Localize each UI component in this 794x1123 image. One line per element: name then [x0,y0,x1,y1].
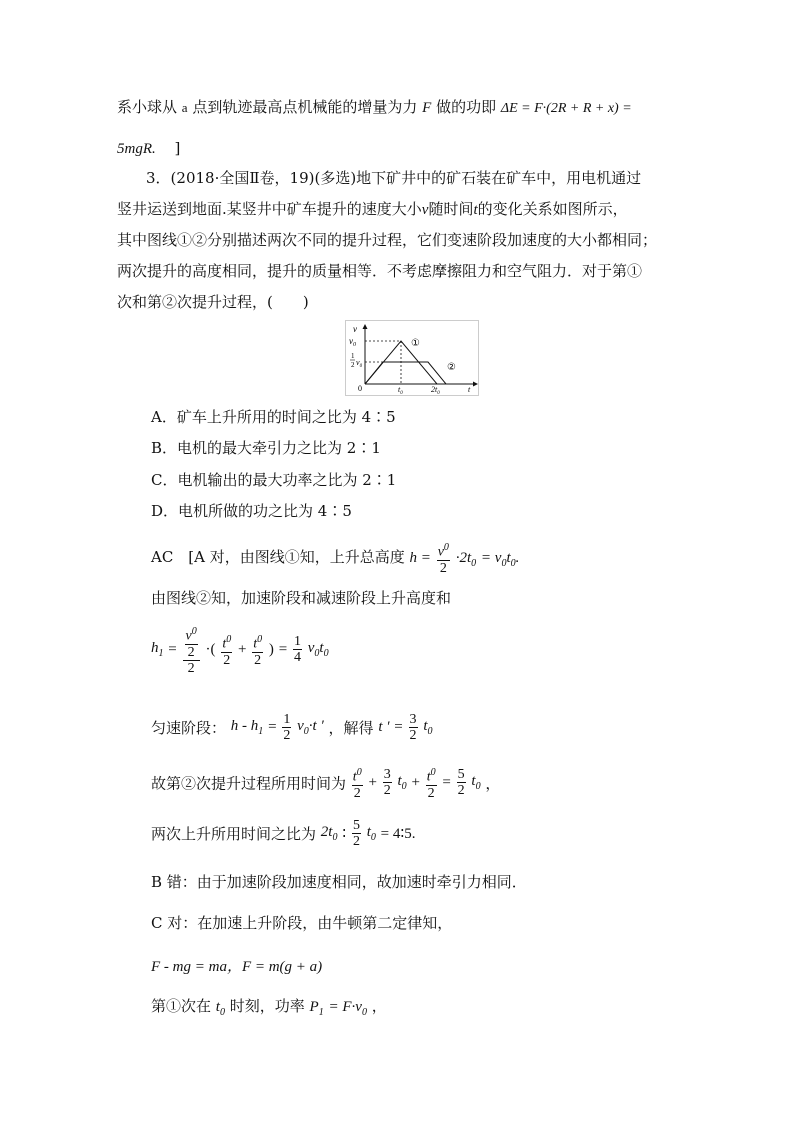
2t0-label: $2t_0$ [431,385,440,396]
option-c: C．电机输出的最大功率之比为 2∶1 [151,471,397,489]
option-b: B．电机的最大牵引力之比为 2∶1 [151,439,381,457]
v0-label: $v_0$ [349,336,356,348]
height-h: h = [409,549,431,566]
intro-text-3: 做的功即 [436,98,497,116]
force-symbol: F [422,100,432,116]
intro-text-1: 系小球从 [117,98,178,116]
option-a: A．矿车上升所用的时间之比为 4∶5 [151,408,396,426]
answer-line-2: 由图线②知，加速阶段和减速阶段上升高度和 [151,589,452,607]
intro-line-1 [117,97,632,119]
energy-formula: ΔE = F·(2R + R + x) = [500,101,632,116]
half-den-label: 2 [351,361,355,369]
fraction-v0-over-2: $\frac{v^0}{2}$ [437,542,449,576]
v-axis-label: v [353,324,357,334]
option-d: D．电机所做的功之比为 4∶5 [151,502,352,520]
question-line-1: 3．(2018·全国Ⅱ卷，19)(多选)地下矿井中的矿石装在矿车中，用电机通过 [146,169,642,187]
answer-b-line: B 错：由于加速阶段加速度相同，故加速时牵引力相同． [151,873,527,891]
question-line-5: 次和第②次提升过程，( ) [117,293,309,311]
power-line: 第①次在 $t_0$ 时刻，功率 $P_1 = F\cdot v_0$ ， [151,997,387,1018]
question-text-2b: 随时间 [428,200,474,218]
point-a-label: a [181,100,188,115]
velocity-time-graph [345,320,479,396]
velocity-symbol: v [421,202,429,218]
total-time-line: 故第②次提升过程所用时间为 $\frac{t^0}{2}$ + $\frac{3}{2}$ $t_0$ + $\frac{t^0}{2}$ = $\frac{5}{2}$ $t_0$ ， [151,767,501,801]
origin-label: 0 [358,384,362,393]
newton-formula: F - mg = ma，F = m(g + a) [151,959,323,975]
question-line-4: 两次提升的高度相同，提升的质量相等．不考虑摩擦阻力和空气阻力．对于第① [117,262,643,280]
question-text-2a: 竖井运送到地面.某竖井中矿车提升的速度大小 [117,200,422,218]
question-line-3: 其中图线①②分别描述两次不同的提升过程，它们变速阶段加速度的大小都相同； [117,231,658,249]
t0-label: $t_0$ [398,385,403,396]
energy-result: 5mgR. [117,141,156,157]
intro-line-2 [117,138,180,159]
bracket-close: ] [174,139,181,157]
h1-formula: $h_1$ = $\frac{\frac{v^0}{2}}{2}$ ·( $\frac{t^0}{2}$ + $\frac{t^0}{2}$ ) = $\frac{1}{4}$ $v_0t_0$ [151,626,329,676]
t-axis-label: t [468,385,471,394]
half-num-label: 1 [351,352,355,360]
uniform-phase-line: 匀速阶段： h - $h_1$ = $\frac{1}{2}$ $v_0\cdot t$ ′ ，解得 t ′ = $\frac{3}{2}$ $t_0$ [151,712,433,743]
fraction-v0-2-over-2: $\frac{\frac{v^0}{2}}{2}$ [183,624,200,676]
half-v0-label: $v_0$ [356,358,363,369]
answer-line-1: AC [A 对，由图线①知，上升总高度 h = $\frac{v^0}{2}$ $\cdot 2t_0 = v_0t_0$. [151,542,520,576]
answer-c-line: C 对：在加速上升阶段，由牛顿第二定律知， [151,914,453,932]
curve-1-label: ① [411,338,420,349]
answer-text-1: AC [A 对，由图线①知，上升总高度 [151,547,405,566]
ratio-line: 两次上升所用时间之比为 $2t_0$ ∶ $\frac{5}{2}$ $t_0$ = 4∶5. [151,818,416,849]
question-text-2c: 的变化关系如图所示， [477,200,628,218]
curve-2-label: ② [447,362,456,373]
intro-text-2: 点到轨迹最高点机械能的增量为力 [192,98,418,116]
question-line-2 [117,199,628,220]
time-symbol: t [473,202,478,218]
